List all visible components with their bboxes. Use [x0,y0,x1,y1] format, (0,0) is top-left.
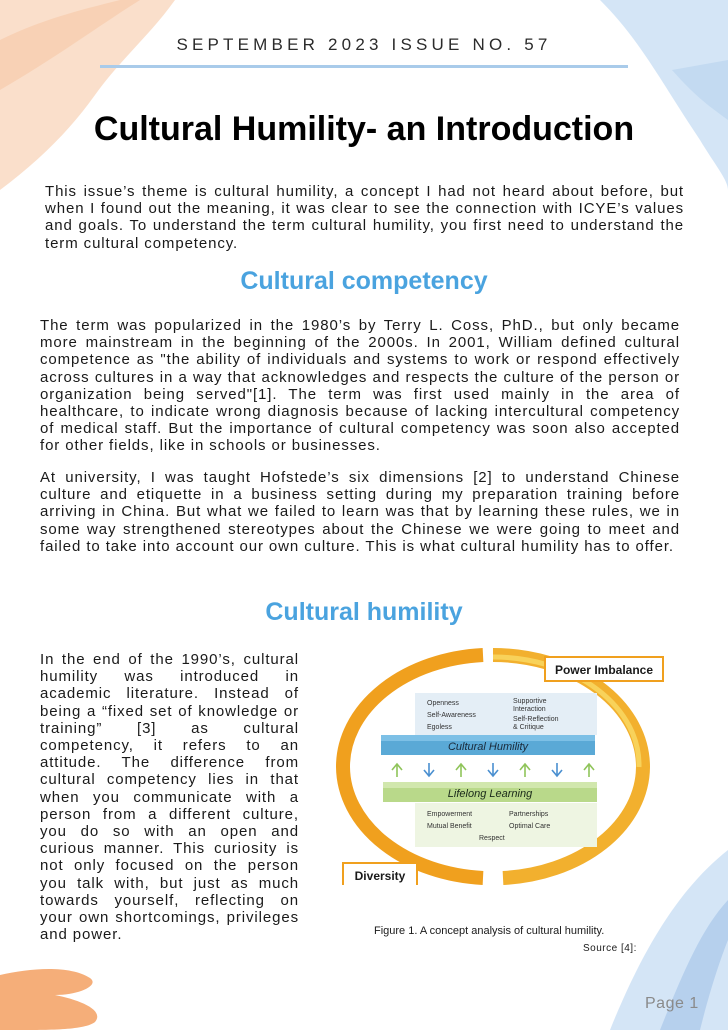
issue-header: SEPTEMBER 2023 ISSUE NO. 57 [176,35,552,54]
cultural-humility-band-label: Cultural Humility [447,741,529,753]
section-heading-competency: Cultural competency [240,267,488,295]
attr-interaction: Interaction [513,706,546,713]
attr-partnerships: Partnerships [509,811,549,818]
lifelong-learning-band-label: Lifelong Learning [447,788,533,800]
attr-self-awareness: Self-Awareness [427,712,476,719]
arrow-down-icon [488,763,498,776]
diversity-label: Diversity [354,869,406,883]
attr-critique: & Critique [513,724,544,731]
arrow-up-icon [520,764,530,777]
attr-self-reflection: Self-Reflection [513,716,559,723]
arrow-up-icon [584,764,594,777]
competency-paragraph-1: The term was popularized in the 1980’s by Terry L. Coss, PhD., but only became more mainstream in the beginning of the 2000s. In 2001, William defined cultural competence as "the ability of individuals and systems to work or respond effectively across cultures in a way that acknowledges and respects the culture of the person or organization being served"[1]. The term was first used mainly in the area of healthcare, to indicate wrong diagnosis because of lacking intercultural competency of medical staff. But the importance of cultural competency was soon also accepted for other fields, like in schools or businesses. [40,317,680,455]
section-heading-humility: Cultural humility [265,598,463,626]
power-imbalance-label: Power Imbalance [554,663,654,677]
humility-paragraph: In the end of the 1990’s, cultural humility was introduced in academic literature. Instead of being a “fixed set of knowledge or training” [3] as cultural competency, it refers to an attitude. The difference from cultural competency lies in that when you communicate with a person from a different culture, you do so with an open and curious manner. This curiosity is not only focused on the person you talk with, but just as much towards yourself, reflecting on your own shortcomings, privileges and power. [40,651,299,944]
figure-source: Source [4]: [583,943,637,954]
orange-brush-stroke [0,969,97,1030]
page-title: Cultural Humility- an Introduction [93,110,635,148]
figure-caption: Figure 1. A concept analysis of cultural humility. [374,925,605,937]
arrow-down-icon [552,763,562,776]
competency-paragraph-2: At university, I was taught Hofstede’s six dimensions [2] to understand Chinese culture and etiquette in a business setting during my preparation training before arriving in China. But what we failed to learn was that by learning these rules, we in some way strengthened stereotypes about the Chinese we were going to meet and failed to take into account our own culture. This is what cultural humility has to offer. [40,469,680,555]
arrow-up-icon [392,764,402,777]
arrow-up-icon [456,764,466,777]
page-number: Page 1 [645,995,699,1012]
attr-optimal-care: Optimal Care [509,823,551,830]
attr-mutual-benefit: Mutual Benefit [427,823,472,830]
header-divider [100,65,628,68]
intro-paragraph: This issue’s theme is cultural humility, a concept I had not heard about before, but when I found out the meaning, it was clear to see the connection with ICYE’s values and goals. To understand the term cultural humility, you first need to understand the term cultural competency. [45,183,684,252]
attr-empowerment: Empowerment [427,811,473,818]
attr-egoless: Egoless [427,724,452,731]
attr-openness: Openness [427,700,459,707]
cultural-humility-diagram [333,645,673,885]
attr-respect: Respect [479,835,505,842]
arrow-down-icon [424,763,434,776]
attr-supportive: Supportive [513,698,547,705]
